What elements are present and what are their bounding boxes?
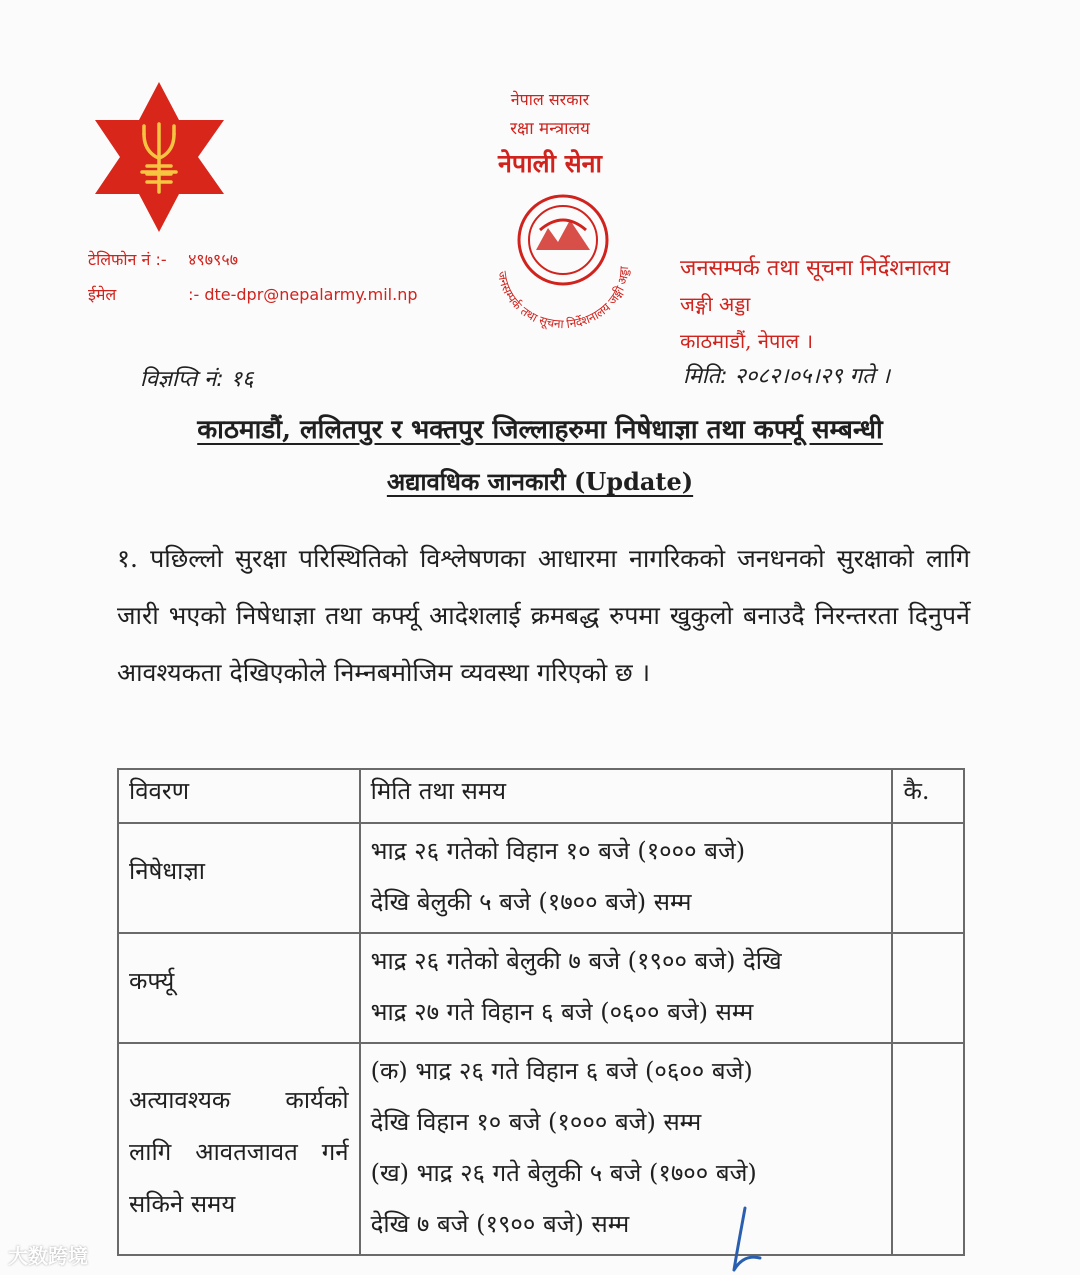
seal-text-path: जनसम्पर्क तथा सूचना निर्देशनालय जङ्गी अड्डा [494, 265, 632, 332]
email-address[interactable]: :- dte-dpr@nepalarmy.mil.np [188, 285, 418, 304]
phone-label: टेलिफोन नं :- [88, 250, 167, 269]
table-row [118, 1043, 964, 1255]
email-label: ईमेल [88, 285, 117, 304]
notice-title: काठमाडौं, ललितपुर र भक्तपुर जिल्लाहरुमा निषेधाज्ञा तथा कर्फ्यू सम्बन्धी [197, 415, 883, 445]
time-line: भाद्र २६ गतेको बेलुकी ७ बजे (१९०० बजे) देखि [370, 947, 782, 975]
phone-row [88, 248, 238, 270]
notice-subtitle: अद्यावधिक जानकारी (Update) [386, 467, 694, 496]
row-remark [892, 823, 964, 933]
notice-paragraph: १. पछिल्लो सुरक्षा परिस्थितिको विश्लेषणका आधारमा नागरिकको जनधनको सुरक्षाको लागि जारी भएको निषेधाज्ञा तथा कर्फ्यू आदेशलाई क्रमबद्ध रुपमा खुकुलो बनाउदै निरन्तरता दिनुपर्ने आवश्यकता देखिएकोले निम्नबमोजिम व्यवस्था गरिएको छ । [117, 544, 970, 687]
notice-date: मिति: २०८२।०५।२९ गते । [683, 364, 890, 389]
table-header-row [118, 769, 964, 823]
phone-number: ४९७९५७ [188, 250, 239, 269]
army-name: नेपाली सेना [498, 149, 602, 178]
directorate-name: जनसम्पर्क तथा सूचना निर्देशनालय [680, 256, 950, 281]
ministry-label: रक्षा मन्त्रालय [510, 119, 590, 139]
time-line: भाद्र २६ गतेको विहान १० बजे (१००० बजे) [370, 837, 746, 865]
time-line: देखि बेलुकी ५ बजे (१७०० बजे) सम्म [370, 888, 692, 916]
table-row [118, 823, 964, 933]
column-header-remarks: कै. [892, 769, 964, 823]
email-row [88, 283, 418, 305]
row-time [360, 823, 893, 933]
directorate-place: जङ्गी अड्डा [680, 292, 751, 316]
time-line: भाद्र २७ गते विहान ६ बजे (०६०० बजे) सम्म [370, 998, 754, 1026]
time-line: (क) भाद्र २६ गते विहान ६ बजे (०६०० बजे) [370, 1057, 753, 1085]
time-line: देखि ७ बजे (१९०० बजे) सम्म [370, 1210, 630, 1238]
time-line: देखि विहान १० बजे (१००० बजे) सम्म [370, 1108, 702, 1136]
time-line: (ख) भाद्र २६ गते बेलुकी ५ बजे (१७०० बजे) [370, 1159, 757, 1187]
column-header-datetime: मिति तथा समय [360, 769, 893, 823]
directorate-city: काठमाडौं, नेपाल । [680, 329, 814, 353]
notice-number: विज्ञप्ति नं: १६ [140, 367, 254, 392]
watermark-text: 大数跨境 [8, 1244, 88, 1268]
row-remark [892, 933, 964, 1043]
row-description: अत्यावश्यक कार्यको लागि आवतजावत गर्न सकिने समय [118, 1043, 360, 1255]
row-remark [892, 1043, 964, 1255]
row-time [360, 1043, 893, 1255]
schedule-table [117, 768, 965, 1256]
signature-mark [700, 1200, 790, 1275]
row-description: निषेधाज्ञा [118, 823, 360, 933]
row-time [360, 933, 893, 1043]
government-label: नेपाल सरकार [510, 90, 590, 109]
nepal-army-emblem-icon [92, 82, 227, 232]
table-row [118, 933, 964, 1043]
column-header-description: विवरण [118, 769, 360, 823]
directorate-seal [478, 190, 648, 340]
row-description: कर्फ्यू [118, 933, 360, 1043]
